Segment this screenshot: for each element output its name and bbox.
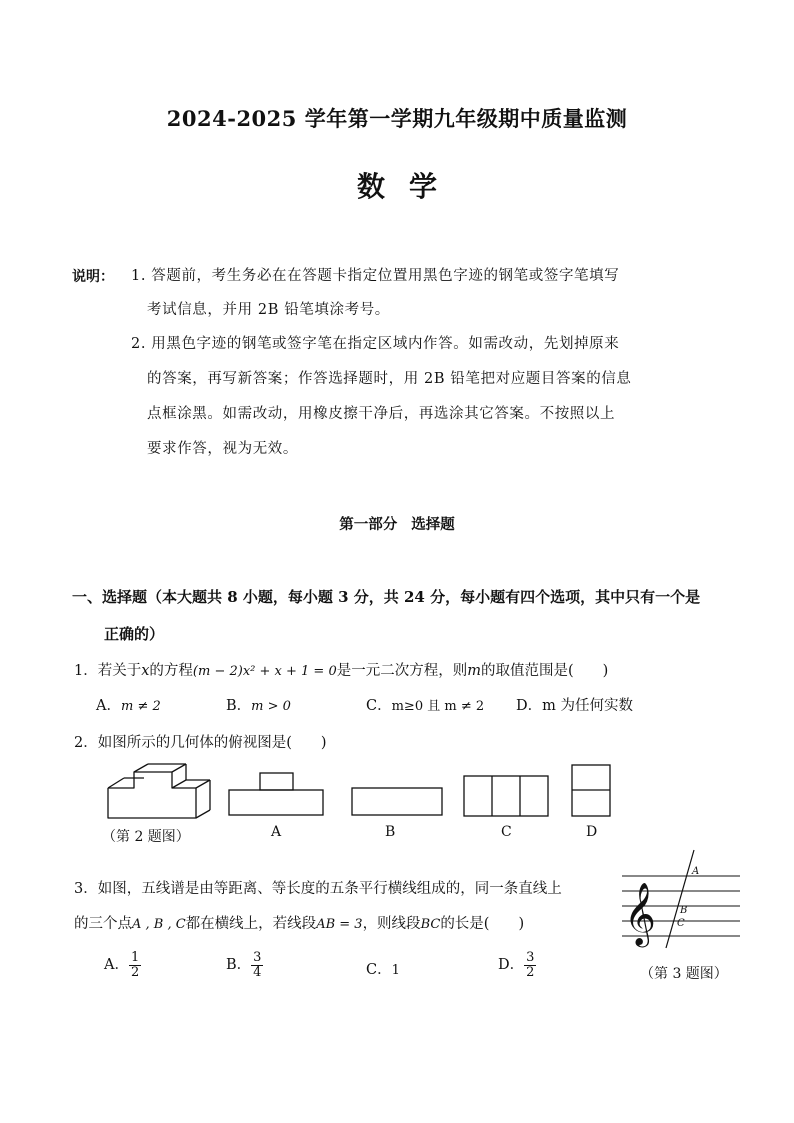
q3-figure-caption: （第 3 题图）	[640, 966, 728, 982]
q3-option-a[interactable]	[104, 951, 141, 979]
q3-text-2a: 的三个点	[74, 916, 132, 932]
q1-option-a-label: A．	[96, 698, 121, 714]
q3-option-a-label: A．	[104, 957, 129, 974]
treble-clef-icon: 𝄞	[624, 882, 656, 945]
instruction-line-1: 1. 答题前，考生务必在在答题卡指定位置用黑色字迹的钢笔或签字笔填写	[131, 268, 620, 284]
q1-option-c-label: C．	[366, 698, 392, 714]
q1-equation: (m − 2)x² + x + 1 = 0	[192, 664, 337, 679]
instruction-line-6: 要求作答，视为无效。	[147, 441, 298, 457]
q3-option-a-num: 1	[130, 950, 140, 965]
q3-option-d-den: 2	[526, 964, 535, 980]
q1-option-c-text: m≥0 且 m ≠ 2	[391, 699, 485, 714]
q3-option-a-den: 2	[130, 964, 140, 980]
instruction-line-4: 的答案，再写新答案；作答选择题时，用 2B 铅笔把对应题目答案的信息	[147, 371, 632, 387]
q3-option-d-num: 3	[526, 950, 535, 965]
q3-option-b[interactable]	[226, 951, 263, 979]
q3-segment: BC	[420, 917, 441, 932]
q1-var-x: x	[141, 663, 150, 679]
instructions-label: 说明：	[72, 269, 114, 285]
q3-option-a-fraction	[129, 951, 141, 979]
q3-point-c-label: C	[677, 918, 685, 929]
q3-text-2b: 都在横线上，若线段	[185, 916, 317, 932]
question-3-line-2	[74, 912, 524, 933]
q3-given: AB = 3	[316, 917, 363, 932]
q1-option-d-text: m 为任何实数	[542, 698, 633, 714]
q2-option-d-figure[interactable]	[571, 764, 611, 818]
part-heading-line2: 正确的）	[104, 625, 165, 643]
q1-option-a-text: m ≠ 2	[120, 699, 161, 714]
q3-number: 3．	[74, 881, 98, 897]
instruction-line-5: 点框涂黑。如需改动，用橡皮擦干净后，再选涂其它答案。不按照以上	[147, 406, 616, 422]
q1-option-a[interactable]	[96, 694, 161, 715]
q3-point-b-label: B	[680, 905, 688, 916]
exam-title: 2024-2025 学年第一学期九年级期中质量监测	[166, 106, 628, 131]
q1-option-b-text: m > 0	[251, 699, 291, 714]
q2-option-b-label[interactable]: B	[385, 824, 396, 840]
instruction-line-3: 2. 用黑色字迹的钢笔或签字笔在指定区域内作答。如需改动，先划掉原来	[131, 336, 620, 352]
q1-option-c[interactable]	[366, 694, 484, 715]
q3-staff-figure	[620, 848, 744, 950]
q2-number: 2．	[74, 735, 98, 751]
q1-option-b-label: B．	[226, 698, 252, 714]
part-heading-line1: 一、选择题（本大题共 8 小题，每小题 3 分，共 24 分，每小题有四个选项，其中只有一个是	[72, 588, 701, 606]
q2-figure-caption: （第 2 题图）	[102, 829, 190, 845]
question-1	[74, 659, 608, 680]
q3-option-c[interactable]	[366, 958, 400, 979]
q1-option-d[interactable]	[516, 694, 633, 715]
q3-text-2c: ，则线段	[362, 916, 421, 932]
subject-title: 数学	[356, 170, 461, 203]
q3-points: A , B , C	[132, 917, 186, 932]
q3-option-d[interactable]	[498, 951, 536, 979]
q2-option-a-label[interactable]: A	[271, 824, 282, 840]
q3-option-b-den: 4	[253, 964, 262, 980]
section-name: 选择题	[411, 516, 455, 533]
q2-option-a-figure[interactable]	[228, 772, 324, 816]
q1-number: 1．	[74, 663, 98, 679]
q1-text-2: 的方程	[149, 663, 193, 679]
q1-option-d-label: D．	[516, 698, 543, 714]
q2-option-b-figure[interactable]	[351, 787, 443, 817]
section-part: 第一部分	[339, 516, 398, 533]
q1-text-4: 的取值范围是( )	[480, 663, 609, 679]
q2-solid-figure	[100, 768, 210, 820]
q2-text: 如图所示的几何体的俯视图是( )	[97, 735, 327, 751]
q3-option-d-label: D．	[498, 957, 525, 974]
q1-text-1: 若关于	[97, 663, 142, 679]
q3-text-line1: 如图，五线谱是由等距离、等长度的五条平行横线组成的，同一条直线上	[97, 881, 562, 897]
q3-option-b-fraction	[251, 951, 263, 979]
instruction-line-2: 考试信息，并用 2B 铅笔填涂考号。	[147, 302, 390, 318]
q1-var-m: m	[467, 663, 481, 679]
q3-text-2d: 的长是( )	[440, 916, 525, 932]
section-title	[0, 513, 794, 534]
q2-option-d-label[interactable]: D	[586, 824, 598, 840]
question-2	[74, 731, 327, 752]
q3-option-d-fraction	[524, 951, 536, 979]
q2-option-c-label[interactable]: C	[501, 824, 512, 840]
q3-option-c-label: C．	[366, 962, 392, 978]
q1-text-3: 是一元二次方程，则	[336, 663, 468, 679]
q2-option-c-figure[interactable]	[463, 775, 549, 817]
question-3-line-1	[74, 877, 562, 898]
q3-option-c-text: 1	[391, 963, 400, 978]
q3-option-b-num: 3	[253, 950, 262, 965]
q1-option-b[interactable]	[226, 694, 291, 715]
transversal-line	[666, 850, 694, 948]
q3-point-a-label: A	[692, 866, 700, 877]
q3-option-b-label: B．	[226, 957, 252, 974]
